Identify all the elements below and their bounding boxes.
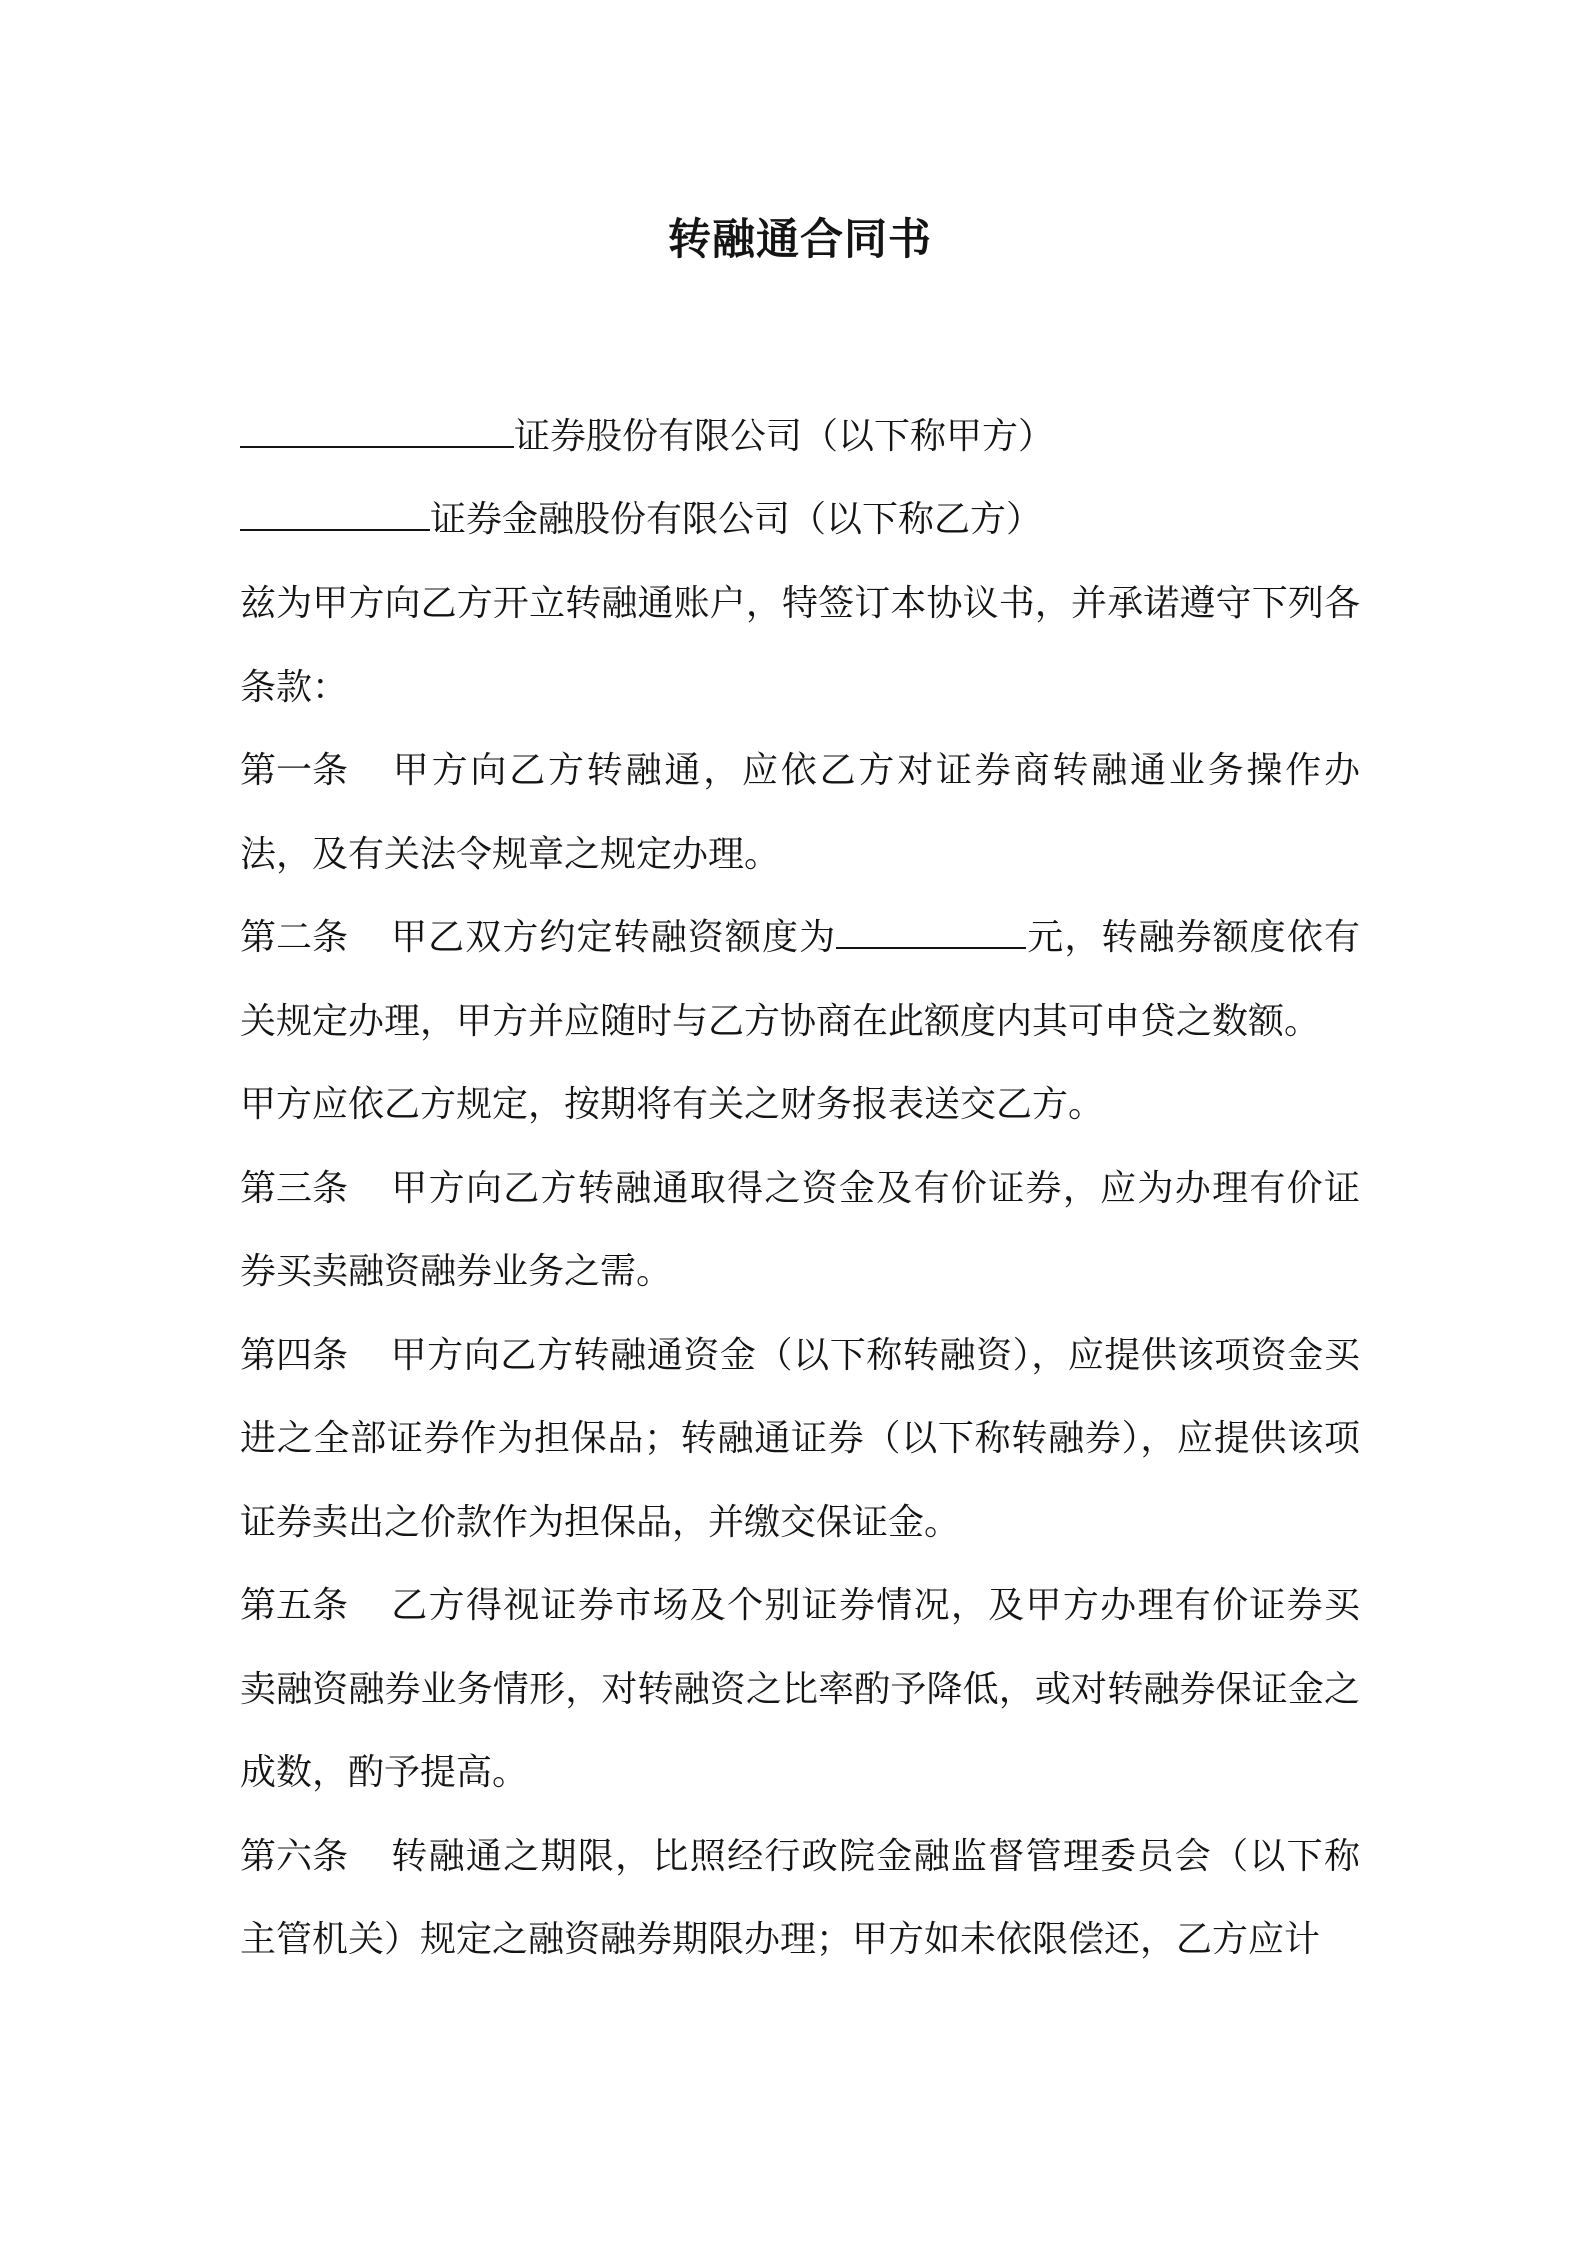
article-3 xyxy=(240,1147,1360,1314)
article-text: 甲乙双方约定转融资额度为 xyxy=(390,917,837,958)
article-text: 甲方应依乙方规定，按期将有关之财务报表送交乙方。 xyxy=(240,1084,1105,1125)
party-a-text: 证券股份有限公司（以下称甲方） xyxy=(514,416,1055,457)
party-a-line xyxy=(240,395,1360,479)
contract-body xyxy=(240,562,1360,1982)
party-b-blank xyxy=(240,499,430,531)
article-text: 甲方向乙方转融通取得之资金及有价证券，应为办理有价证券买卖融资融券业务之需。 xyxy=(240,1167,1360,1292)
article-4 xyxy=(240,1314,1360,1565)
article-text: 转融通之期限，比照经行政院金融监督管理委员会（以下称主管机关）规定之融资融券期限办理；甲方如未依限偿还，乙方应计 xyxy=(240,1835,1360,1960)
article-number: 第三条 xyxy=(240,1167,349,1209)
article-number: 第二条 xyxy=(240,917,349,958)
article-number: 第六条 xyxy=(240,1835,349,1877)
article-number: 第五条 xyxy=(240,1585,349,1626)
article-text: 甲方向乙方转融通资金（以下称转融资），应提供该项资金买进之全部证券作为担保品；转融通证券（以下称转融券），应提供该项证券卖出之价款作为担保品，并缴交保证金。 xyxy=(240,1334,1360,1543)
article-number: 第四条 xyxy=(240,1334,349,1376)
document-title: 转融通合同书 xyxy=(668,215,932,265)
preamble: 兹为甲方向乙方开立转融通账户，特签订本协议书，并承诺遵守下列各条款： xyxy=(240,583,1360,708)
article-text: 甲方向乙方转融通，应依乙方对证券商转融通业务操作办法，及有关法令规章之规定办理。 xyxy=(240,750,1360,875)
article-text: 乙方得视证券市场及个别证券情况，及甲方办理有价证券买卖融资融券业务情形，对转融资之比率酌予降低，或对转融券保证金之成数，酌予提高。 xyxy=(240,1585,1360,1793)
amount-blank xyxy=(836,917,1026,949)
article-text: 元，转融券额度依有关规定办理，甲方并应随时与乙方协商在此额度内其可申贷之数额。 xyxy=(240,917,1360,1042)
article-number: 第一条 xyxy=(240,750,349,791)
article-2 xyxy=(240,896,1360,1147)
party-a-blank xyxy=(240,416,514,448)
party-b-text: 证券金融股份有限公司（以下称乙方） xyxy=(430,499,1043,540)
article-6 xyxy=(240,1815,1360,1982)
article-5 xyxy=(240,1564,1360,1815)
article-1 xyxy=(240,729,1360,896)
party-b-line xyxy=(240,478,1360,562)
